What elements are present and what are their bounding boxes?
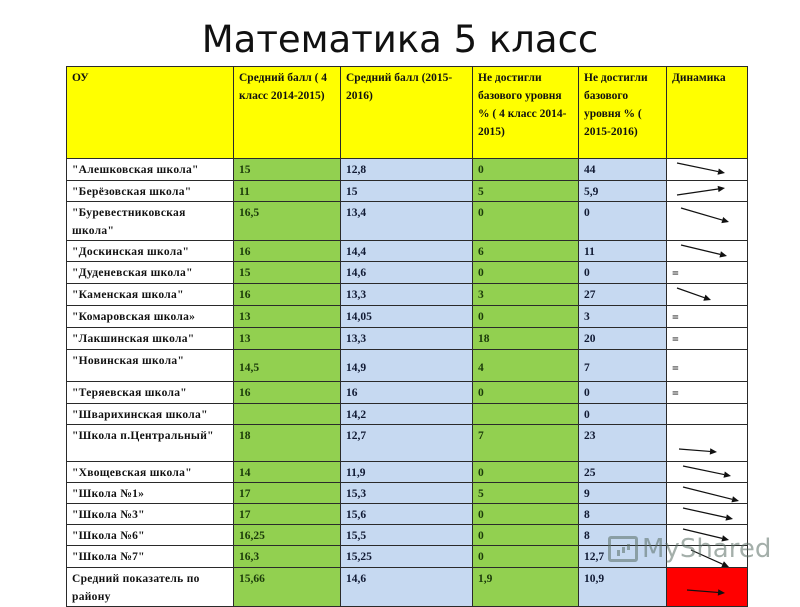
dynamics-cell [667, 241, 748, 262]
school-name: "Шварихинская школа" [67, 404, 234, 425]
avg-score-2014: 15 [234, 159, 341, 181]
arrow-down-right-icon [667, 504, 748, 525]
school-name: "Школа п.Центральный" [67, 425, 234, 462]
school-name: "Хвощевская школа" [67, 462, 234, 483]
avg-score-2015: 12,8 [341, 159, 473, 181]
school-name: "Школа №3" [67, 504, 234, 525]
avg-score-2014: 16,3 [234, 546, 341, 568]
avg-score-2014: 16,5 [234, 202, 341, 241]
table-row [67, 483, 748, 504]
header-below-2014: Не достигли базового уровня % ( 4 класс 2014-2015) [473, 67, 579, 159]
below-basic-2014: 0 [473, 504, 579, 525]
below-basic-2015: 7 [579, 350, 667, 382]
below-basic-2014: 1,9 [473, 568, 579, 607]
school-name: Средний показатель по району [67, 568, 234, 607]
table-row [67, 462, 748, 483]
dynamics-cell [667, 382, 748, 404]
arrow-down-right-icon [667, 462, 748, 481]
avg-score-2015: 12,7 [341, 425, 473, 462]
arrow-down-right-icon [667, 202, 748, 239]
school-name: "Каменская школа" [67, 284, 234, 306]
avg-score-2015: 14,2 [341, 404, 473, 425]
below-basic-2014: 0 [473, 262, 579, 284]
table-header-row [67, 67, 748, 159]
below-basic-2014 [473, 404, 579, 425]
table-row [67, 525, 748, 546]
equal-sign: = [672, 386, 679, 400]
table-row [67, 241, 748, 262]
school-name: "Доскинская школа" [67, 241, 234, 262]
table-row [67, 159, 748, 181]
below-basic-2014: 0 [473, 159, 579, 181]
below-basic-2014: 0 [473, 462, 579, 483]
below-basic-2014: 7 [473, 425, 579, 462]
below-basic-2015: 0 [579, 262, 667, 284]
dynamics-cell [667, 350, 748, 382]
arrow-down-right-icon [667, 284, 748, 306]
equal-sign: = [672, 310, 679, 324]
below-basic-2015: 10,9 [579, 568, 667, 607]
below-basic-2015: 12,7 [579, 546, 667, 568]
table-row [67, 568, 748, 607]
below-basic-2015: 5,9 [579, 181, 667, 202]
avg-score-2015: 11,9 [341, 462, 473, 483]
table-row [67, 504, 748, 525]
below-basic-2015: 0 [579, 404, 667, 425]
dynamics-cell [667, 504, 748, 525]
below-basic-2015: 3 [579, 306, 667, 328]
avg-score-2015: 15 [341, 181, 473, 202]
below-basic-2014: 4 [473, 350, 579, 382]
avg-score-2015: 14,6 [341, 262, 473, 284]
arrow-down-right-icon [667, 241, 748, 260]
dynamics-cell [667, 262, 748, 284]
table-row [67, 262, 748, 284]
below-basic-2014: 0 [473, 546, 579, 568]
arrow-up-right-icon [667, 181, 748, 202]
below-basic-2014: 0 [473, 525, 579, 546]
table-row [67, 350, 748, 382]
equal-sign: = [672, 361, 679, 375]
avg-score-2014: 13 [234, 306, 341, 328]
below-basic-2015: 20 [579, 328, 667, 350]
school-name: "Комаровская школа» [67, 306, 234, 328]
table-row [67, 546, 748, 568]
equal-sign: = [672, 332, 679, 346]
school-name: "Буревестниковская школа" [67, 202, 234, 241]
below-basic-2015: 23 [579, 425, 667, 462]
avg-score-2014: 17 [234, 483, 341, 504]
school-name: "Теряевская школа" [67, 382, 234, 404]
avg-score-2014: 14 [234, 462, 341, 483]
below-basic-2014: 3 [473, 284, 579, 306]
below-basic-2014: 18 [473, 328, 579, 350]
avg-score-2014: 14,5 [234, 350, 341, 382]
below-basic-2014: 5 [473, 483, 579, 504]
school-name: "Школа №6" [67, 525, 234, 546]
avg-score-2015: 14,4 [341, 241, 473, 262]
header-below-2015: Не достигли базового уровня % ( 2015-2016) [579, 67, 667, 159]
below-basic-2014: 5 [473, 181, 579, 202]
below-basic-2015: 8 [579, 504, 667, 525]
dynamics-cell [667, 159, 748, 181]
arrow-down-right-icon [667, 568, 748, 606]
dynamics-cell [667, 181, 748, 202]
avg-score-2014: 18 [234, 425, 341, 462]
header-avg-2015: Средний балл (2015-2016) [341, 67, 473, 159]
dynamics-cell [667, 202, 748, 241]
below-basic-2015: 0 [579, 202, 667, 241]
table-row [67, 382, 748, 404]
table-row [67, 284, 748, 306]
school-name: "Школа №1» [67, 483, 234, 504]
table-row [67, 181, 748, 202]
avg-score-2014: 17 [234, 504, 341, 525]
avg-score-2014: 15 [234, 262, 341, 284]
below-basic-2014: 0 [473, 306, 579, 328]
school-name: "Дуденевская школа" [67, 262, 234, 284]
below-basic-2014: 6 [473, 241, 579, 262]
avg-score-2014: 15,66 [234, 568, 341, 607]
school-name: "Лакшинская школа" [67, 328, 234, 350]
below-basic-2015: 27 [579, 284, 667, 306]
table-row [67, 328, 748, 350]
table-row [67, 202, 748, 241]
dynamics-cell [667, 328, 748, 350]
avg-score-2015: 14,6 [341, 568, 473, 607]
below-basic-2015: 8 [579, 525, 667, 546]
avg-score-2015: 13,3 [341, 284, 473, 306]
school-name: "Школа №7" [67, 546, 234, 568]
dynamics-cell [667, 306, 748, 328]
dynamics-cell [667, 462, 748, 483]
header-dynamics: Динамика [667, 67, 748, 159]
avg-score-2014: 16 [234, 241, 341, 262]
school-name: "Новинская школа" [67, 350, 234, 382]
below-basic-2014: 0 [473, 382, 579, 404]
table-row [67, 425, 748, 462]
dynamics-cell [667, 483, 748, 504]
dynamics-cell [667, 404, 748, 425]
avg-score-2015: 15,25 [341, 546, 473, 568]
results-table [66, 66, 748, 607]
avg-score-2015: 15,3 [341, 483, 473, 504]
header-avg-2014: Средний балл ( 4 класс 2014-2015) [234, 67, 341, 159]
avg-score-2015: 16 [341, 382, 473, 404]
avg-score-2014: 16 [234, 382, 341, 404]
equal-sign: = [672, 266, 679, 280]
avg-score-2014 [234, 404, 341, 425]
school-name: "Берёзовская школа" [67, 181, 234, 202]
avg-score-2014: 11 [234, 181, 341, 202]
below-basic-2015: 44 [579, 159, 667, 181]
avg-score-2015: 14,9 [341, 350, 473, 382]
below-basic-2015: 0 [579, 382, 667, 404]
dynamics-cell [667, 425, 748, 462]
dynamics-cell [667, 568, 748, 607]
avg-score-2015: 13,3 [341, 328, 473, 350]
table-row [67, 404, 748, 425]
below-basic-2015: 11 [579, 241, 667, 262]
avg-score-2015: 15,5 [341, 525, 473, 546]
avg-score-2015: 15,6 [341, 504, 473, 525]
dynamics-cell [667, 546, 748, 568]
avg-score-2015: 13,4 [341, 202, 473, 241]
dynamics-cell [667, 525, 748, 546]
arrow-down-right-icon [667, 483, 748, 503]
arrow-down-right-icon [667, 425, 748, 462]
avg-score-2015: 14,05 [341, 306, 473, 328]
arrow-down-right-icon [667, 546, 748, 568]
table-row [67, 306, 748, 328]
header-school: ОУ [67, 67, 234, 159]
school-name: "Алешковская школа" [67, 159, 234, 181]
below-basic-2015: 25 [579, 462, 667, 483]
dynamics-cell [667, 284, 748, 306]
below-basic-2015: 9 [579, 483, 667, 504]
arrow-down-right-icon [667, 525, 748, 546]
page-title: Математика 5 класс [201, 18, 599, 61]
avg-score-2014: 16,25 [234, 525, 341, 546]
arrow-down-right-icon [667, 159, 748, 181]
watermark-text: MyShared [642, 534, 772, 564]
avg-score-2014: 13 [234, 328, 341, 350]
below-basic-2014: 0 [473, 202, 579, 241]
avg-score-2014: 16 [234, 284, 341, 306]
